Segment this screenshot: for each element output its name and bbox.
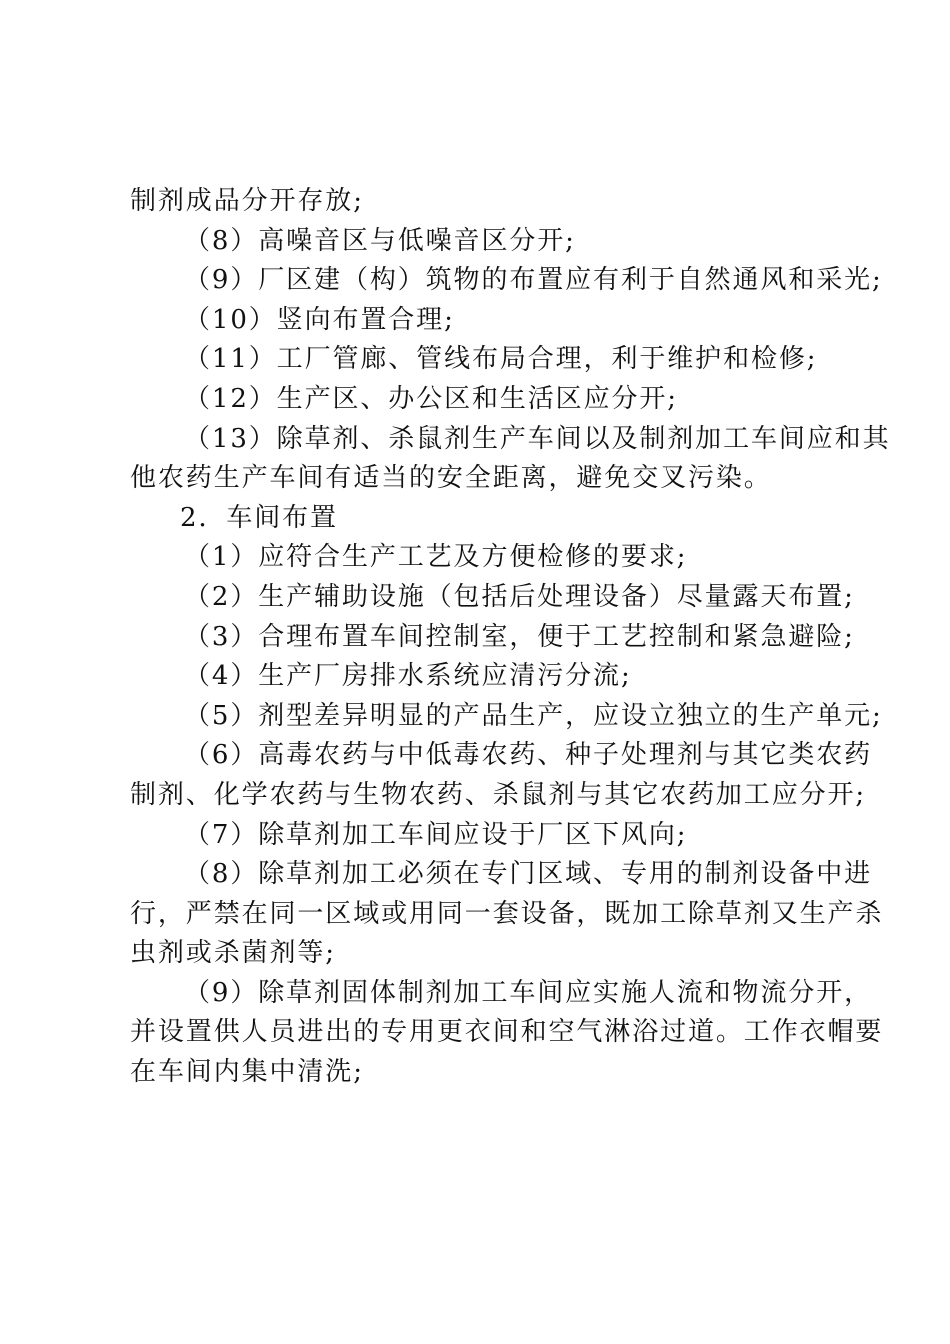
text-line: （9）除草剂固体制剂加工车间应实施人流和物流分开， [184, 977, 873, 1008]
text-line: （3）合理布置车间控制室，便于工艺控制和紧急避险; [184, 621, 855, 652]
text-line: （4）生产厂房排水系统应清污分流; [184, 661, 632, 692]
text-line: 他农药生产车间有适当的安全距离，避免交叉污染。 [130, 463, 772, 494]
text-line: （8）除草剂加工必须在专门区域、专用的制剂设备中进 [184, 859, 873, 890]
text-line: （2）生产辅助设施（包括后处理设备）尽量露天布置; [184, 581, 855, 612]
text-line: 行，严禁在同一区域或用同一套设备，既加工除草剂又生产杀 [130, 898, 884, 929]
text-line: 制剂、化学农药与生物农药、杀鼠剂与其它农药加工应分开; [130, 779, 867, 810]
text-line: （5）剂型差异明显的产品生产，应设立独立的生产单元; [184, 700, 883, 731]
text-line: 并设置供人员进出的专用更衣间和空气淋浴过道。工作衣帽要 [130, 1017, 884, 1048]
body-text [130, 182, 891, 1093]
text-line: 制剂成品分开存放; [130, 186, 364, 216]
text-line: （1）应符合生产工艺及方便检修的要求; [184, 542, 688, 573]
text-line: （8）高噪音区与低噪音区分开; [184, 225, 576, 256]
text-line: （12）生产区、办公区和生活区应分开; [184, 383, 678, 414]
text-line: （11）工厂管廊、管线布局合理，利于维护和检修; [184, 344, 818, 375]
text-line: （9）厂区建（构）筑物的布置应有利于自然通风和采光; [184, 265, 883, 296]
section-heading: 2．车间布置 [180, 502, 338, 533]
text-line: 在车间内集中清洗; [130, 1057, 364, 1088]
text-line: 虫剂或杀菌剂等; [130, 938, 336, 969]
text-line: （6）高毒农药与中低毒农药、种子处理剂与其它类农药 [184, 740, 873, 771]
text-line: （10）竖向布置合理; [184, 304, 455, 335]
text-line: （7）除草剂加工车间应设于厂区下风向; [184, 819, 688, 850]
text-line: （13）除草剂、杀鼠剂生产车间以及制剂加工车间应和其 [184, 423, 891, 454]
